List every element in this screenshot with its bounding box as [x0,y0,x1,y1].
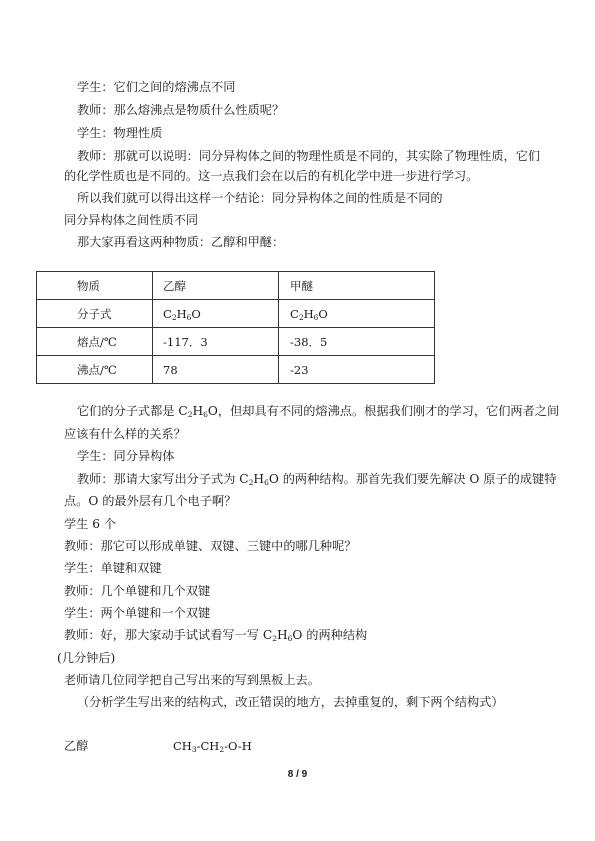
table-row [37,328,435,356]
narration-line: 老师请几位同学把自己写出来的写到黑板上去。 [64,673,320,687]
table-cell: -23 [279,356,435,384]
table-cell: 78 [153,356,279,384]
formula-name: 乙醇 [64,739,89,753]
dialogue-line: 学生：它们之间的熔沸点不同 [77,80,236,94]
dialogue-line: 学生 6 个 [64,517,117,531]
paragraph-line: 点。O 的最外层有几个电子啊？ [64,494,237,508]
page-number: 8 / 9 [287,769,308,780]
header-cell: 甲醚 [279,272,435,300]
table-header-row [37,272,435,300]
dialogue-line: 那大家再看这两种物质：乙醇和甲醚： [77,235,285,249]
properties-table [36,271,435,384]
dialogue-line: 同分异构体之间性质不同 [64,213,199,227]
dialogue-line: 教师：那它可以形成单键、双键、三键中的哪几种呢？ [64,539,357,553]
dialogue-line: 学生：物理性质 [77,126,163,140]
dialogue-line: 学生：单键和双键 [64,561,162,575]
table-cell: $C_2H_6O$ [279,300,435,328]
dialogue-line: 的化学性质也是不同的。这一点我们会在以后的有机化学中进一步进行学习。 [64,169,479,183]
table-cell: -38．5 [279,328,435,356]
paragraph-line: 它们的分子式都是 $C_2H_6O$，但却具有不同的熔沸点。根据我们刚才的学习，它们两者之间 [77,404,560,419]
table-row [37,300,435,328]
paragraph-line: 应该有什么样的关系？ [64,427,186,441]
paragraph-line: 教师：那请大家写出分子式为 $C_2H_6O$ 的两种结构。那首先我们要先解决 O 原子的成键特 [77,472,557,487]
dialogue-line: 教师：好，那大家动手试试看写一写 $C_2H_6O$ 的两种结构 [64,628,368,643]
row-label: 分子式 [37,300,153,328]
dialogue-line: 所以我们就可以得出这样一个结论：同分异构体之间的性质是不同的 [77,191,443,205]
header-cell: 乙醇 [153,272,279,300]
dialogue-line: 学生：两个单键和一个双键 [64,606,211,620]
stage-direction: (几分钟后) [57,651,116,665]
row-label: 熔点/℃ [37,328,153,356]
table-row [37,356,435,384]
table-cell: -117．3 [153,328,279,356]
header-cell: 物质 [37,272,153,300]
dialogue-line: 教师：几个单键和几个双键 [64,584,211,598]
table-cell: $C_2H_6O$ [153,300,279,328]
row-label: 沸点/℃ [37,356,153,384]
dialogue-line: 学生：同分异构体 [77,449,175,463]
dialogue-line: 教师：那就可以说明：同分异构体之间的物理性质是不同的，其实除了物理性质，它们 [77,149,541,163]
narration-line: （分析学生写出来的结构式，改正错误的地方，去掉重复的，剩下两个结构式） [77,695,504,709]
structural-formula: $CH_3-CH_2-O-H$ [173,739,252,754]
dialogue-line: 教师：那么熔沸点是物质什么性质呢？ [77,103,285,117]
